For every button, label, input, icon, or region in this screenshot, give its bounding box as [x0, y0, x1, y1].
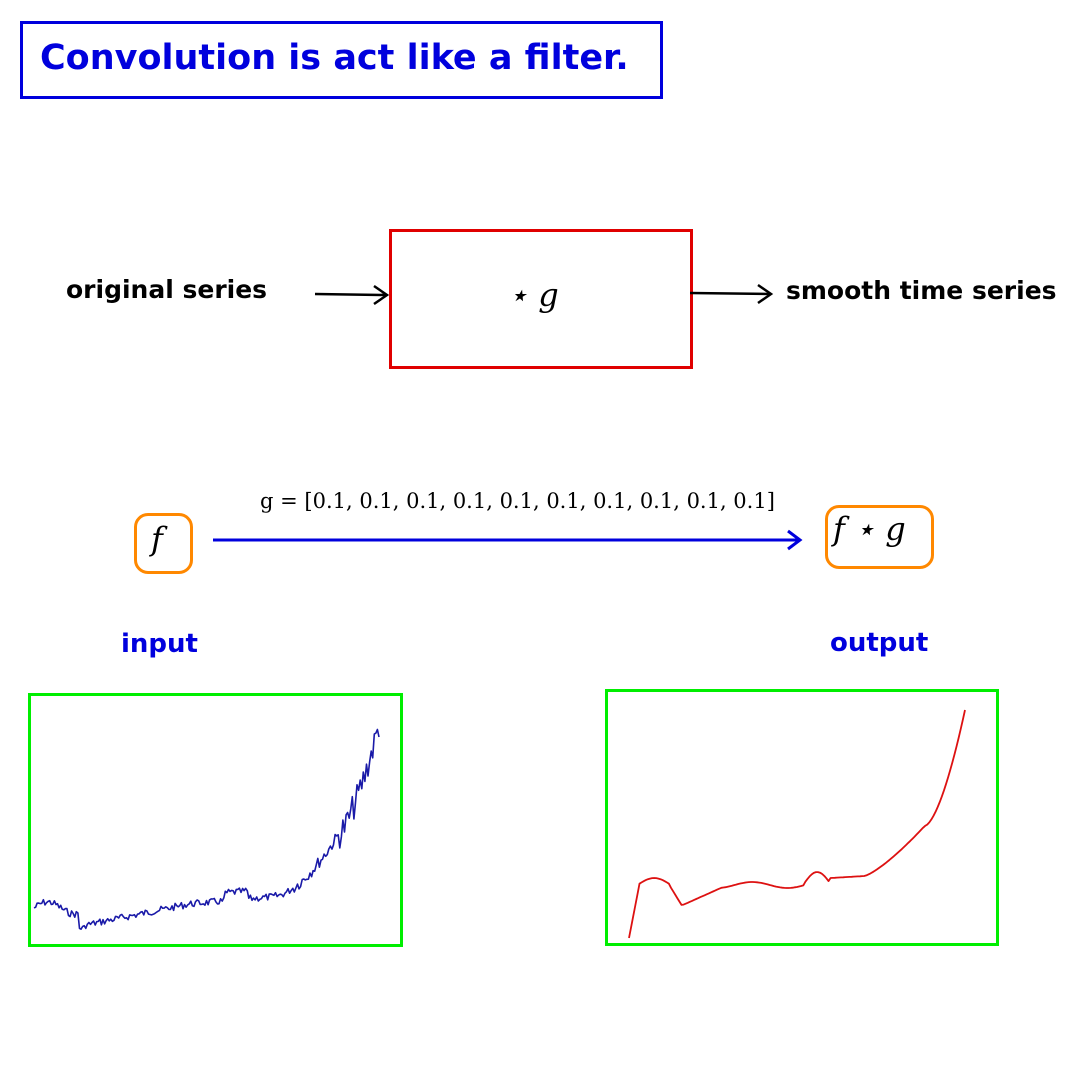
input-arrow — [315, 286, 387, 304]
page-title: Convolution is act like a filter. — [40, 38, 629, 78]
output-series-line — [629, 710, 965, 938]
filter-operator: ⋆ g — [508, 276, 559, 314]
output-arrow — [690, 285, 771, 303]
input-series-line — [34, 730, 379, 930]
kernel-equation: g = [0.1, 0.1, 0.1, 0.1, 0.1, 0.1, 0.1, 0.1, 0.1, 0.1] — [260, 489, 775, 513]
output-label: output — [830, 628, 929, 658]
fg-label: f ⋆ g — [833, 510, 906, 548]
convolution-arrow — [213, 531, 800, 549]
original-series-label: original series — [66, 275, 268, 304]
input-label: input — [121, 629, 198, 659]
smooth-series-label: smooth time series — [786, 276, 1057, 305]
f-label: f — [151, 520, 163, 558]
